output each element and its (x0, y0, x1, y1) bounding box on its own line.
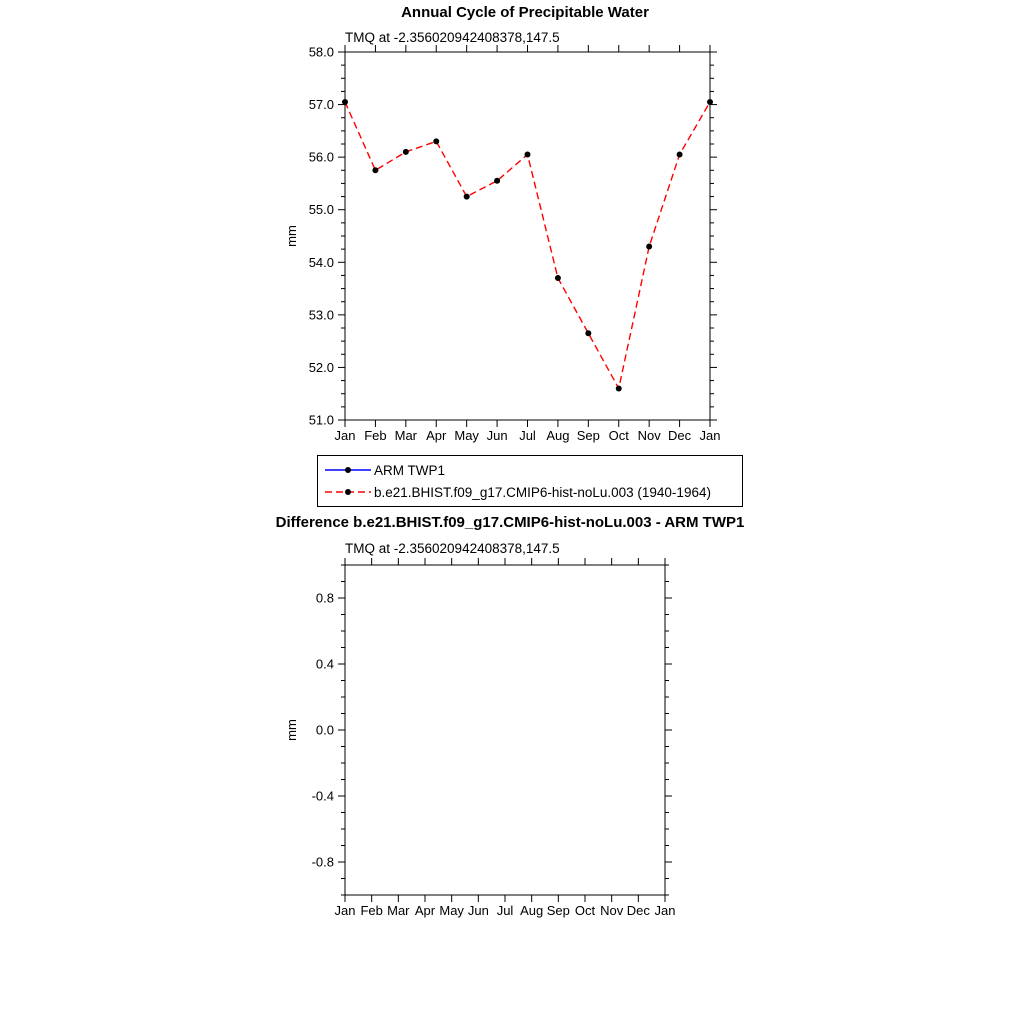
data-point (464, 194, 470, 200)
annual-cycle-chart (280, 38, 750, 458)
x-tick-label: Feb (364, 428, 387, 443)
annual-cycle-subtitle: TMQ at -2.356020942408378,147.5 (345, 30, 560, 45)
data-point (555, 275, 561, 281)
x-tick-label: Nov (600, 903, 624, 918)
x-tick-label: Jun (467, 903, 489, 918)
data-point (494, 178, 500, 184)
y-axis-label: mm (284, 225, 299, 247)
y-tick-label: 0.0 (315, 722, 334, 738)
x-tick-label: Dec (626, 903, 650, 918)
legend-item (325, 481, 735, 503)
x-tick-label: Jun (486, 428, 508, 443)
difference-subtitle: TMQ at -2.356020942408378,147.5 (345, 541, 560, 556)
data-point (342, 99, 348, 105)
y-tick-label: 55.0 (308, 202, 334, 218)
y-tick-label: 51.0 (308, 412, 334, 428)
y-tick-label: 53.0 (308, 307, 334, 323)
data-point (677, 152, 683, 158)
series-line (345, 102, 710, 389)
x-tick-label: Apr (426, 428, 447, 443)
x-tick-label: Nov (637, 428, 661, 443)
legend-label: b.e21.BHIST.f09_g17.CMIP6-hist-noLu.003 (1940-1964) (374, 484, 711, 500)
legend-label: ARM TWP1 (374, 462, 446, 478)
x-tick-label: Jul (519, 428, 536, 443)
data-point (433, 138, 439, 144)
data-point (525, 152, 531, 158)
x-tick-label: Dec (668, 428, 692, 443)
x-tick-label: Oct (574, 903, 596, 918)
x-tick-label: Mar (394, 428, 418, 443)
y-tick-label: 0.4 (315, 656, 334, 672)
plot-frame (345, 565, 665, 895)
data-point (585, 330, 591, 336)
data-point (403, 149, 409, 155)
y-axis-label: mm (284, 719, 299, 741)
difference-chart (280, 555, 750, 935)
x-tick-label: Jul (496, 903, 514, 918)
legend (317, 455, 743, 507)
data-point (616, 385, 622, 391)
y-tick-label: 0.8 (315, 590, 334, 606)
x-tick-label: May (439, 903, 464, 918)
legend-marker (345, 467, 351, 473)
legend-item (325, 459, 735, 481)
x-tick-label: Aug (546, 428, 570, 443)
x-tick-label: Jan (699, 428, 721, 443)
y-tick-label: 56.0 (308, 149, 334, 165)
annual-cycle-title: Annual Cycle of Precipitable Water (401, 4, 649, 21)
y-tick-label: -0.8 (311, 854, 334, 870)
x-tick-label: May (454, 428, 479, 443)
legend-sample-line (325, 485, 371, 499)
y-tick-label: 57.0 (308, 97, 334, 113)
y-tick-label: -0.4 (311, 788, 334, 804)
x-tick-label: Sep (576, 428, 600, 443)
data-point (707, 99, 713, 105)
x-tick-label: Mar (387, 903, 410, 918)
difference-title: Difference b.e21.BHIST.f09_g17.CMIP6-hist-noLu.003 - ARM TWP1 (275, 514, 745, 531)
x-tick-label: Jan (654, 903, 676, 918)
y-tick-label: 58.0 (308, 44, 334, 60)
legend-sample-line (325, 463, 371, 477)
legend-marker (345, 489, 351, 495)
x-tick-label: Aug (520, 903, 544, 918)
x-tick-label: Oct (608, 428, 629, 443)
x-tick-label: Sep (546, 903, 570, 918)
x-tick-label: Jan (334, 903, 356, 918)
x-tick-label: Jan (334, 428, 356, 443)
y-tick-label: 52.0 (308, 359, 334, 375)
x-tick-label: Feb (360, 903, 383, 918)
data-point (646, 244, 652, 250)
data-point (372, 167, 378, 173)
y-tick-label: 54.0 (308, 254, 334, 270)
x-tick-label: Apr (414, 903, 436, 918)
plot-frame (345, 52, 710, 420)
